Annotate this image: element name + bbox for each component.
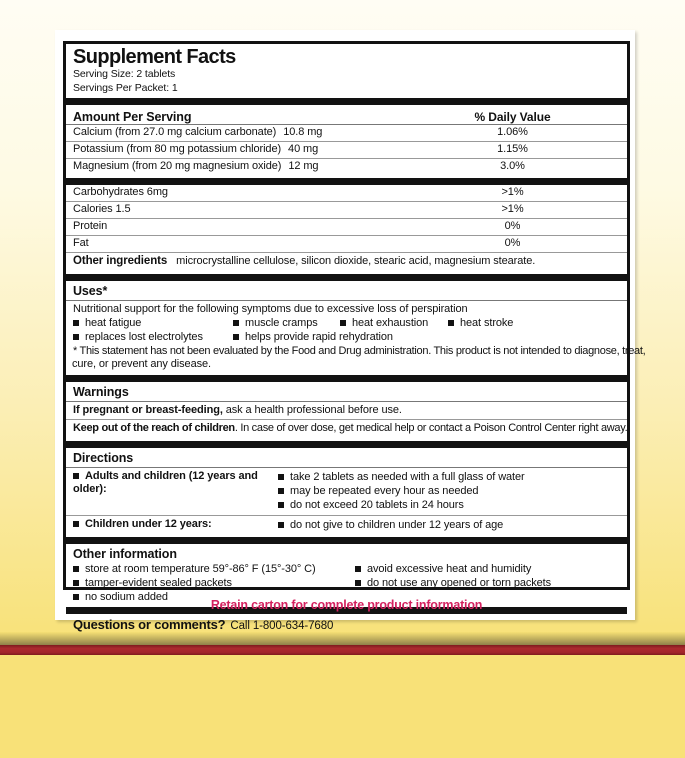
nutrient-row-magnesium — [66, 159, 627, 175]
bullet-icon — [278, 502, 284, 508]
bullet-icon — [355, 566, 361, 572]
macro-name: Carbohydrates 6mg — [73, 186, 168, 199]
bullet-icon — [233, 320, 239, 326]
use-item: heat stroke — [460, 317, 514, 329]
macro-row-carbohydrates — [66, 185, 627, 202]
thick-divider — [66, 375, 627, 382]
other-ingredients-row — [66, 253, 627, 271]
macro-dv: 0% — [504, 220, 521, 233]
bullet-icon — [73, 334, 79, 340]
macro-dv: >1% — [501, 186, 524, 199]
warning-line-1 — [66, 402, 627, 421]
other-information-heading: Other information — [73, 546, 177, 561]
nutrient-amount: 12 mg — [288, 160, 319, 173]
warning-bold: If pregnant or breast-feeding, — [73, 403, 223, 416]
retain-carton-note: Retain carton for complete product information — [210, 598, 483, 612]
directions-heading: Directions — [66, 448, 627, 468]
shadow-band — [0, 632, 685, 645]
bullet-icon — [278, 522, 284, 528]
bullet-icon — [278, 488, 284, 494]
macro-row-protein — [66, 219, 627, 236]
nutrient-row-calcium — [66, 125, 627, 142]
info-item: avoid excessive heat and humidity — [367, 562, 532, 575]
uses-heading: Uses* — [66, 281, 627, 301]
thick-divider — [66, 441, 627, 448]
amount-header-row — [66, 105, 627, 125]
info-item: no sodium added — [85, 590, 168, 603]
bullet-icon — [340, 320, 346, 326]
use-item: heat fatigue — [85, 317, 142, 329]
bullet-icon — [278, 474, 284, 480]
directions-row-children — [66, 516, 627, 534]
other-ingredients-list: microcrystalline cellulose, silicon dioxide, stearic acid, magnesium stearate. — [176, 255, 536, 268]
daily-value-header: % Daily Value — [474, 109, 551, 124]
bullet-icon — [233, 334, 239, 340]
use-item: replaces lost electrolytes — [85, 331, 203, 343]
warning-rest: ask a health professional before use. — [222, 403, 402, 416]
nutrient-name: Potassium (from 80 mg potassium chloride) — [73, 143, 282, 156]
serving-size: Serving Size: 2 tablets — [73, 68, 176, 80]
warnings-heading: Warnings — [66, 382, 627, 402]
bullet-icon — [73, 473, 79, 479]
direction-item: may be repeated every hour as needed — [290, 484, 479, 497]
warning-bold: Keep out of the reach of children — [73, 422, 235, 434]
bullet-icon — [73, 566, 79, 572]
directions-group-label: Adults and children (12 years and older): — [73, 469, 258, 495]
uses-bullet-row-1 — [66, 317, 627, 331]
nutrient-dv: 1.06% — [497, 126, 528, 139]
use-item: muscle cramps — [245, 317, 318, 329]
background-bottom — [0, 655, 685, 758]
directions-group-label: Children under 12 years: — [85, 517, 212, 530]
direction-item: take 2 tablets as needed with a full glass of water — [290, 470, 525, 483]
thick-divider — [66, 274, 627, 281]
bullet-icon — [73, 521, 79, 527]
bullet-icon — [73, 580, 79, 586]
use-item: heat exhaustion — [352, 317, 429, 329]
info-item: store at room temperature 59°-86° F (15°-30° C) — [85, 562, 316, 575]
macro-name: Fat — [73, 237, 89, 250]
supplement-facts-title: Supplement Facts — [73, 46, 236, 68]
fda-disclaimer-line1: * This statement has not been evaluated by the Food and Drug administration. This product is not intended to diagnose, treat, — [73, 344, 646, 357]
label-panel — [55, 30, 646, 632]
directions-row-adults — [66, 468, 627, 516]
thick-divider — [66, 178, 627, 185]
macro-dv: 0% — [504, 237, 521, 250]
uses-intro: Nutritional support for the following symptoms due to excessive loss of perspiration — [73, 303, 468, 315]
direction-item: do not give to children under 12 years of age — [290, 518, 504, 531]
questions-row — [66, 614, 627, 634]
use-item: helps provide rapid rehydration — [245, 331, 393, 343]
warning-line-2 — [66, 420, 627, 438]
nutrient-name: Magnesium (from 20 mg magnesium oxide) — [73, 160, 282, 173]
macro-row-calories — [66, 202, 627, 219]
macro-dv: >1% — [501, 203, 524, 216]
nutrient-dv: 3.0% — [500, 160, 525, 173]
fda-disclaimer-line2: cure, or prevent any disease. — [72, 358, 211, 370]
red-stripe — [0, 645, 685, 655]
bullet-icon — [355, 580, 361, 586]
thick-divider — [66, 98, 627, 105]
questions-phone: Call 1-800-634-7680 — [230, 619, 334, 632]
nutrient-name: Calcium (from 27.0 mg calcium carbonate) — [73, 126, 277, 139]
macro-name: Calories 1.5 — [73, 203, 131, 216]
servings-per-packet: Servings Per Packet: 1 — [73, 81, 178, 94]
macro-name: Protein — [73, 220, 108, 233]
nutrient-amount: 40 mg — [288, 143, 319, 156]
uses-bullet-row-2 — [66, 331, 627, 345]
questions-label: Questions or comments? — [73, 616, 226, 632]
nutrient-row-potassium — [66, 142, 627, 159]
other-ingredients-label: Other ingredients — [73, 255, 168, 268]
direction-item: do not exceed 20 tablets in 24 hours — [290, 498, 464, 511]
thick-divider — [66, 537, 627, 544]
info-item: tamper-evident sealed packets — [85, 576, 232, 589]
warning-rest: . In case of over dose, get medical help or contact a Poison Control Center right away. — [234, 422, 628, 434]
macro-row-fat — [66, 236, 627, 253]
bullet-icon — [73, 594, 79, 600]
amount-per-serving-header: Amount Per Serving — [73, 109, 192, 124]
nutrient-amount: 10.8 mg — [283, 126, 323, 139]
nutrient-dv: 1.15% — [497, 143, 528, 156]
bullet-icon — [73, 320, 79, 326]
bullet-icon — [448, 320, 454, 326]
info-item: do not use any opened or torn packets — [367, 576, 552, 589]
